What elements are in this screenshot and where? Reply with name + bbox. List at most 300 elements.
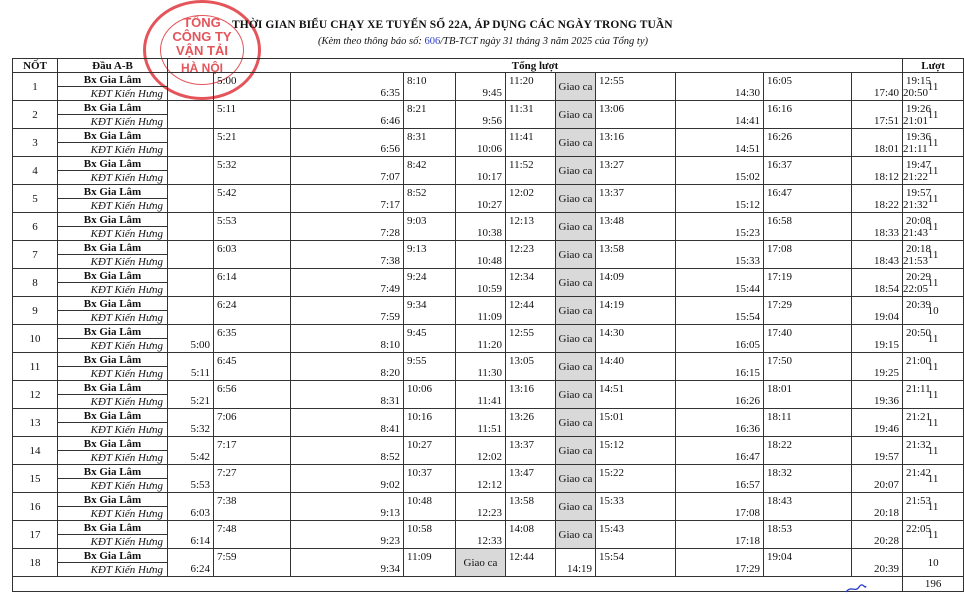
- time-cell: [214, 241, 291, 269]
- time-cell: [506, 353, 556, 381]
- destination-label: KĐT Kiến Hưng: [58, 479, 168, 493]
- time-value: 17:19: [767, 270, 793, 283]
- time-value: 20:50: [906, 326, 932, 339]
- time-value: 16:47: [734, 450, 760, 463]
- time-value: 20:29: [906, 270, 932, 283]
- time-value: 16:58: [767, 214, 793, 227]
- table-row: [13, 213, 964, 227]
- time-cell: [764, 549, 852, 577]
- origin-label: Bx Gia Lâm: [58, 521, 168, 535]
- time-value: 6:35: [380, 86, 400, 99]
- time-cell: [168, 521, 214, 549]
- row-number: 4: [13, 157, 58, 185]
- time-value: 13:58: [599, 242, 625, 255]
- time-value: 8:20: [380, 366, 400, 379]
- shift-change-cell: Giao ca: [456, 549, 506, 577]
- time-cell: [676, 493, 764, 521]
- header-tong-luot: Tổng lượt: [168, 59, 903, 73]
- shift-change-cell: Giao ca: [556, 101, 596, 129]
- shift-change-cell: Giao ca: [556, 185, 596, 213]
- trip-count: 11: [903, 465, 964, 493]
- time-cell: [214, 297, 291, 325]
- time-value: 5:11: [217, 102, 237, 115]
- row-number: 2: [13, 101, 58, 129]
- time-cell: [676, 269, 764, 297]
- time-cell: [596, 129, 676, 157]
- shift-change-cell: Giao ca: [556, 241, 596, 269]
- origin-label: Bx Gia Lâm: [58, 493, 168, 507]
- time-value: 14:41: [734, 114, 760, 127]
- time-cell: [556, 549, 596, 577]
- time-cell: [506, 325, 556, 353]
- time-value: 8:41: [380, 422, 400, 435]
- time-cell: [852, 325, 903, 353]
- time-cell: [168, 157, 214, 185]
- time-value: 16:05: [734, 338, 760, 351]
- time-value: 9:02: [380, 478, 400, 491]
- time-value: 7:38: [380, 254, 400, 267]
- time-value: 13:58: [509, 494, 535, 507]
- time-cell: [596, 353, 676, 381]
- time-value: 14:51: [734, 142, 760, 155]
- time-cell: [852, 381, 903, 409]
- time-cell: [291, 213, 404, 241]
- time-cell: [596, 325, 676, 353]
- time-value: 12:44: [509, 550, 535, 563]
- time-cell: [596, 437, 676, 465]
- time-cell: [214, 73, 291, 101]
- time-value: 13:37: [599, 186, 625, 199]
- time-value: 14:51: [599, 382, 625, 395]
- row-number: 18: [13, 549, 58, 577]
- origin-label: Bx Gia Lâm: [58, 185, 168, 199]
- stamp-line-1: TỔNG: [183, 15, 221, 30]
- shift-change-cell: Giao ca: [556, 353, 596, 381]
- time-cell: [764, 185, 852, 213]
- time-cell: [404, 129, 456, 157]
- time-value: 6:24: [217, 298, 237, 311]
- origin-label: Bx Gia Lâm: [58, 157, 168, 171]
- time-value: 21:43: [903, 226, 929, 239]
- time-value: 17:50: [767, 354, 793, 367]
- time-cell: [852, 241, 903, 269]
- time-cell: [214, 381, 291, 409]
- time-cell: [764, 493, 852, 521]
- time-value: 17:29: [767, 298, 793, 311]
- time-cell: [506, 437, 556, 465]
- stamp-line-3: VẬN TẢI: [176, 43, 228, 58]
- time-cell: [214, 521, 291, 549]
- time-cell: [291, 241, 404, 269]
- time-cell: [456, 297, 506, 325]
- destination-label: KĐT Kiến Hưng: [58, 563, 168, 577]
- time-cell: [852, 185, 903, 213]
- time-cell: [291, 353, 404, 381]
- time-cell: [596, 381, 676, 409]
- time-cell: [764, 269, 852, 297]
- destination-label: KĐT Kiến Hưng: [58, 395, 168, 409]
- origin-label: Bx Gia Lâm: [58, 297, 168, 311]
- time-cell: [456, 493, 506, 521]
- time-value: 17:40: [767, 326, 793, 339]
- time-cell: [168, 381, 214, 409]
- time-cell: [852, 213, 903, 241]
- time-cell: [291, 549, 404, 577]
- time-value: 12:44: [509, 298, 535, 311]
- time-value: 11:09: [407, 550, 432, 563]
- time-cell: [852, 409, 903, 437]
- time-cell: [456, 521, 506, 549]
- time-cell: [506, 409, 556, 437]
- time-cell: [596, 409, 676, 437]
- subtitle-prefix: (Kèm theo thông báo số:: [318, 36, 425, 47]
- time-value: 15:02: [734, 170, 760, 183]
- time-value: 19:57: [906, 186, 932, 199]
- time-cell: [852, 437, 903, 465]
- time-value: 6:03: [190, 506, 210, 519]
- time-value: 17:08: [767, 242, 793, 255]
- destination-label: KĐT Kiến Hưng: [58, 423, 168, 437]
- time-cell: [404, 521, 456, 549]
- time-cell: [852, 493, 903, 521]
- table-row: [13, 353, 964, 367]
- row-number: 15: [13, 465, 58, 493]
- time-cell: [168, 73, 214, 101]
- time-value: 21:32: [906, 438, 932, 451]
- time-cell: [291, 297, 404, 325]
- time-value: 6:56: [380, 142, 400, 155]
- time-value: 7:48: [217, 522, 237, 535]
- time-value: 7:38: [217, 494, 237, 507]
- time-cell: [404, 381, 456, 409]
- row-number: 1: [13, 73, 58, 101]
- table-row: [13, 549, 964, 563]
- time-value: 18:01: [767, 382, 793, 395]
- time-cell: [168, 297, 214, 325]
- time-cell: [404, 409, 456, 437]
- time-value: 14:30: [734, 86, 760, 99]
- time-value: 15:22: [599, 466, 625, 479]
- time-value: 16:57: [734, 478, 760, 491]
- time-value: 5:53: [217, 214, 237, 227]
- time-cell: [168, 353, 214, 381]
- time-value: 16:37: [767, 158, 793, 171]
- time-cell: [676, 213, 764, 241]
- row-number: 10: [13, 325, 58, 353]
- time-cell: [676, 73, 764, 101]
- time-value: 8:10: [380, 338, 400, 351]
- time-value: 7:17: [217, 438, 237, 451]
- time-cell: [506, 493, 556, 521]
- time-value: 11:31: [509, 102, 534, 115]
- time-value: 22:05: [906, 522, 932, 535]
- row-number: 6: [13, 213, 58, 241]
- time-cell: [168, 241, 214, 269]
- time-cell: [506, 213, 556, 241]
- time-value: 10:27: [476, 198, 502, 211]
- row-number: 11: [13, 353, 58, 381]
- time-value: 9:24: [407, 270, 427, 283]
- time-value: 18:22: [767, 438, 793, 451]
- time-cell: [764, 73, 852, 101]
- time-cell: [596, 521, 676, 549]
- trip-count: 11: [903, 381, 964, 409]
- time-value: 12:33: [476, 534, 502, 547]
- time-value: 21:21: [906, 410, 932, 423]
- time-cell: [676, 353, 764, 381]
- time-value: 12:13: [509, 214, 535, 227]
- trip-count: 10: [903, 549, 964, 577]
- time-cell: [596, 269, 676, 297]
- total-row: [13, 577, 964, 592]
- time-value: 11:52: [509, 158, 534, 171]
- table-row: [13, 269, 964, 283]
- time-value: 17:51: [873, 114, 899, 127]
- time-cell: [676, 549, 764, 577]
- trip-count: 11: [903, 157, 964, 185]
- time-cell: [291, 465, 404, 493]
- origin-label: Bx Gia Lâm: [58, 101, 168, 115]
- time-cell: [291, 157, 404, 185]
- time-cell: [506, 101, 556, 129]
- destination-label: KĐT Kiến Hưng: [58, 199, 168, 213]
- time-value: 6:24: [190, 562, 210, 575]
- origin-label: Bx Gia Lâm: [58, 73, 168, 87]
- time-cell: [506, 157, 556, 185]
- time-value: 7:59: [217, 550, 237, 563]
- stamp-line-2: CÔNG TY: [172, 29, 232, 44]
- time-value: 5:32: [190, 422, 210, 435]
- time-cell: [506, 241, 556, 269]
- time-value: 5:21: [217, 130, 237, 143]
- time-cell: [404, 465, 456, 493]
- time-value: 9:56: [482, 114, 502, 127]
- time-cell: [404, 213, 456, 241]
- destination-label: KĐT Kiến Hưng: [58, 255, 168, 269]
- shift-change-cell: Giao ca: [556, 129, 596, 157]
- time-value: 20:50: [903, 86, 929, 99]
- destination-label: KĐT Kiến Hưng: [58, 171, 168, 185]
- time-value: 13:05: [509, 354, 535, 367]
- time-value: 17:08: [734, 506, 760, 519]
- time-value: 15:43: [599, 522, 625, 535]
- time-cell: [596, 73, 676, 101]
- time-cell: [596, 297, 676, 325]
- time-cell: [456, 269, 506, 297]
- time-cell: [852, 521, 903, 549]
- time-value: 15:44: [734, 282, 760, 295]
- time-value: 16:47: [767, 186, 793, 199]
- time-cell: [168, 101, 214, 129]
- time-cell: [456, 213, 506, 241]
- time-value: 14:40: [599, 354, 625, 367]
- trip-count: 11: [903, 101, 964, 129]
- trip-count: 10: [903, 297, 964, 325]
- time-value: 16:05: [767, 74, 793, 87]
- time-value: 15:54: [599, 550, 625, 563]
- time-value: 7:17: [380, 198, 400, 211]
- time-value: 8:31: [380, 394, 400, 407]
- time-cell: [852, 297, 903, 325]
- subtitle-number: 606: [424, 36, 441, 47]
- time-cell: [764, 297, 852, 325]
- trip-count: 11: [903, 241, 964, 269]
- time-value: 9:13: [380, 506, 400, 519]
- time-cell: [506, 73, 556, 101]
- destination-label: KĐT Kiến Hưng: [58, 115, 168, 129]
- shift-change-cell: Giao ca: [556, 213, 596, 241]
- time-value: 20:39: [906, 298, 932, 311]
- time-cell: [291, 325, 404, 353]
- time-value: 7:06: [217, 410, 237, 423]
- time-value: 18:11: [767, 410, 792, 423]
- time-value: 10:58: [407, 522, 433, 535]
- time-value: 5:42: [217, 186, 237, 199]
- time-cell: [214, 101, 291, 129]
- time-cell: [676, 465, 764, 493]
- destination-label: KĐT Kiến Hưng: [58, 283, 168, 297]
- time-cell: [852, 101, 903, 129]
- time-value: 11:09: [477, 310, 502, 323]
- row-number: 16: [13, 493, 58, 521]
- time-cell: [168, 325, 214, 353]
- time-value: 8:52: [407, 186, 427, 199]
- time-value: 8:21: [407, 102, 427, 115]
- time-cell: [852, 269, 903, 297]
- time-value: 10:16: [407, 410, 433, 423]
- time-cell: [404, 269, 456, 297]
- time-cell: [456, 381, 506, 409]
- time-cell: [214, 549, 291, 577]
- table-row: [13, 437, 964, 451]
- trip-count: 11: [903, 493, 964, 521]
- time-cell: [214, 213, 291, 241]
- timetable-body: [13, 73, 964, 592]
- time-cell: [852, 129, 903, 157]
- time-value: 10:38: [476, 226, 502, 239]
- time-value: 19:36: [906, 130, 932, 143]
- table-row: [13, 325, 964, 339]
- time-cell: [168, 437, 214, 465]
- trip-count: 11: [903, 521, 964, 549]
- time-cell: [764, 325, 852, 353]
- time-cell: [596, 101, 676, 129]
- time-cell: [676, 297, 764, 325]
- origin-label: Bx Gia Lâm: [58, 549, 168, 563]
- time-value: 15:01: [599, 410, 625, 423]
- trip-count: 11: [903, 269, 964, 297]
- time-value: 13:26: [509, 410, 535, 423]
- time-cell: [676, 101, 764, 129]
- time-value: 18:43: [873, 254, 899, 267]
- time-value: 18:54: [873, 282, 899, 295]
- time-value: 5:32: [217, 158, 237, 171]
- shift-change-cell: Giao ca: [556, 465, 596, 493]
- page-subtitle: [318, 36, 648, 47]
- time-value: 12:34: [509, 270, 535, 283]
- time-cell: [214, 465, 291, 493]
- time-cell: [214, 409, 291, 437]
- table-row: [13, 129, 964, 143]
- time-cell: [214, 325, 291, 353]
- time-cell: [404, 185, 456, 213]
- time-cell: [168, 213, 214, 241]
- destination-label: KĐT Kiến Hưng: [58, 311, 168, 325]
- time-cell: [291, 269, 404, 297]
- time-value: 17:40: [873, 86, 899, 99]
- time-cell: [404, 101, 456, 129]
- time-value: 16:36: [734, 422, 760, 435]
- time-cell: [168, 549, 214, 577]
- time-cell: [214, 157, 291, 185]
- time-cell: [404, 157, 456, 185]
- time-value: 16:15: [734, 366, 760, 379]
- time-value: 12:23: [476, 506, 502, 519]
- page-title: THỜI GIAN BIỂU CHẠY XE TUYẾN SỐ 22A, ÁP DỤNG CÁC NGÀY TRONG TUẦN: [232, 19, 673, 31]
- time-value: 21:32: [903, 198, 929, 211]
- time-cell: [596, 465, 676, 493]
- time-cell: [456, 129, 506, 157]
- time-cell: [676, 381, 764, 409]
- time-value: 19:04: [873, 310, 899, 323]
- time-value: 18:22: [873, 198, 899, 211]
- destination-label: KĐT Kiến Hưng: [58, 507, 168, 521]
- origin-label: Bx Gia Lâm: [58, 269, 168, 283]
- time-value: 11:30: [477, 366, 502, 379]
- time-value: 8:31: [407, 130, 427, 143]
- time-cell: [404, 437, 456, 465]
- time-value: 6:14: [190, 534, 210, 547]
- destination-label: KĐT Kiến Hưng: [58, 535, 168, 549]
- time-value: 21:53: [906, 494, 932, 507]
- time-value: 8:10: [407, 74, 427, 87]
- time-value: 7:59: [380, 310, 400, 323]
- row-number: 17: [13, 521, 58, 549]
- time-cell: [764, 381, 852, 409]
- time-value: 21:11: [903, 142, 928, 155]
- table-row: [13, 493, 964, 507]
- time-value: 6:35: [217, 326, 237, 339]
- header-luot: Lượt: [903, 59, 964, 73]
- time-cell: [291, 129, 404, 157]
- time-value: 12:23: [509, 242, 535, 255]
- shift-change-cell: Giao ca: [556, 269, 596, 297]
- time-value: 20:28: [873, 534, 899, 547]
- origin-label: Bx Gia Lâm: [58, 325, 168, 339]
- time-value: 10:48: [476, 254, 502, 267]
- time-value: 9:03: [407, 214, 427, 227]
- time-cell: [291, 409, 404, 437]
- origin-label: Bx Gia Lâm: [58, 409, 168, 423]
- trip-count: 11: [903, 325, 964, 353]
- row-number: 5: [13, 185, 58, 213]
- time-value: 20:07: [873, 478, 899, 491]
- time-value: 12:55: [509, 326, 535, 339]
- time-cell: [456, 157, 506, 185]
- time-cell: [852, 73, 903, 101]
- shift-change-cell: Giao ca: [556, 437, 596, 465]
- table-row: [13, 241, 964, 255]
- time-cell: [456, 437, 506, 465]
- time-value: 8:52: [380, 450, 400, 463]
- row-number: 12: [13, 381, 58, 409]
- time-cell: [506, 549, 556, 577]
- time-value: 13:48: [599, 214, 625, 227]
- time-value: 5:21: [190, 394, 210, 407]
- time-cell: [404, 241, 456, 269]
- time-cell: [596, 493, 676, 521]
- time-value: 6:45: [217, 354, 237, 367]
